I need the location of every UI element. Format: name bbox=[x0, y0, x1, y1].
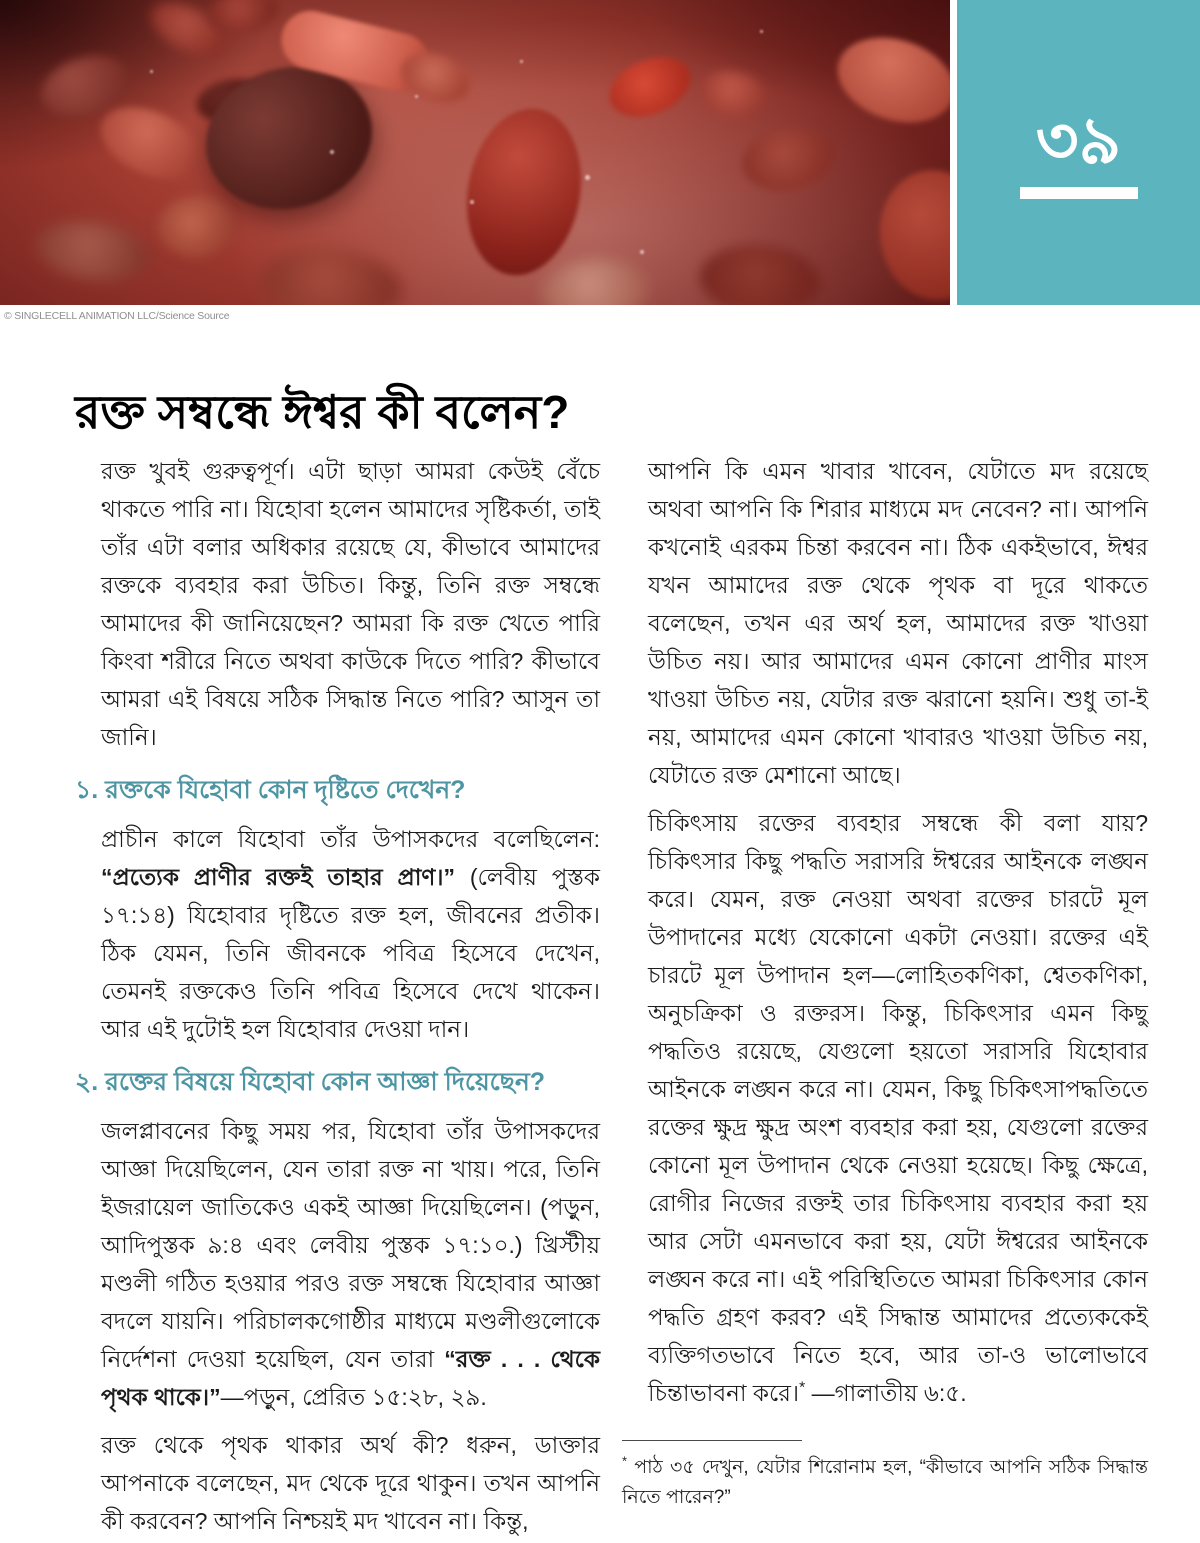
left-column bbox=[75, 452, 600, 1543]
plasma-speck bbox=[585, 175, 590, 180]
scripture-reference: —গালাতীয় ৬:৫. bbox=[811, 1380, 967, 1406]
plasma-speck bbox=[470, 200, 474, 204]
lesson-number-underline bbox=[1020, 187, 1138, 199]
section-heading-2: ২. রক্তের বিষয়ে যিহোবা কোন আজ্ঞা দিয়েছেন? bbox=[75, 1068, 546, 1096]
scripture-reference: —পড়ুন, প্রেরিত ১৫:২৮, ২৯. bbox=[220, 1384, 487, 1410]
plasma-speck bbox=[150, 70, 153, 73]
section1-paragraph bbox=[101, 820, 600, 1048]
paragraph-text: চিকিৎসায় রক্তের ব্যবহার সম্বন্ধে কী বলা যায়? চিকিৎসার কিছু পদ্ধতি সরাসরি ঈশ্বরের আইনকে লঙ্ঘন করে। যেমন, রক্ত নেওয়া অথবা রক্তের চারটে মূল উপাদানের মধ্যে যেকোনো একটা নেওয়া। রক্তের এই চারটে মূল উপাদান হল—লোহিতকণিকা, শ্বেতকণিকা, অনুচক্রিকা ও রক্তরস। কিন্তু, চিকিৎসার এমন কিছু পদ্ধতিও রয়েছে, যেগুলো হয়তো সরাসরি যিহোবার আইনকে লঙ্ঘন করে না। যেমন, কিছু চিকিৎসাপদ্ধতিতে রক্তের ক্ষুদ্র ক্ষুদ্র অংশ ব্যবহার করা হয়, যেগুলো রক্তের কোনো মূল উপাদান থেকে নেওয়া হয়েছে। কিছু ক্ষেত্রে, রোগীর নিজের রক্তই তার চিকিৎসায় ব্যবহার করা হয় আর সেটা এমনভাবে করা হয়, যেটা ঈশ্বরের আইনকে লঙ্ঘন করে না। এই পরিস্থিতিতে আমরা চিকিৎসার কোন পদ্ধতি গ্রহণ করব? এই সিদ্ধান্ত আমাদের প্রত্যেককেই ব্যক্তিগতভাবে নিতে হবে, আর তা-ও ভালোভাবে চিন্তাভাবনা করে। bbox=[648, 810, 1148, 1406]
footnote-separator bbox=[622, 1440, 802, 1441]
paragraph-text: জলপ্লাবনের কিছু সময় পর, যিহোবা তাঁর উপাসকদের আজ্ঞা দিয়েছিলেন, যেন তারা রক্ত না খায়। পরে, তিনি ইজরায়েল জাতিকেও একই আজ্ঞা দিয়েছিলেন। (পড়ুন, আদিপুস্তক ৯:৪ এবং লেবীয় পুস্তক ১৭:১০.) খ্রিস্টীয় মণ্ডলী গঠিত হওয়ার পরও রক্ত সম্বন্ধে যিহোবার আজ্ঞা বদলে যায়নি। পরিচালকগোষ্ঠীর মাধ্যমে মণ্ডলীগুলোকে নির্দেশনা দেওয়া হয়েছিল, যেন তারা bbox=[101, 1118, 600, 1372]
scripture-quote-bold: “রক্ত . . . থেকে পৃথক থাকে।” bbox=[101, 1346, 600, 1410]
scripture-quote-bold: “প্রত্যেক প্রাণীর রক্তই তাহার প্রাণ।” bbox=[101, 864, 456, 890]
image-credit: © SINGLECELL ANIMATION LLC/Science Source bbox=[4, 310, 230, 322]
lesson-number: ৩৯ bbox=[1035, 102, 1122, 177]
footnote-marker: * bbox=[622, 1453, 628, 1469]
article-body bbox=[75, 452, 1148, 1543]
plasma-speck bbox=[640, 250, 644, 254]
lesson-number-box bbox=[957, 0, 1200, 305]
right-column bbox=[622, 452, 1148, 1543]
intro-paragraph: রক্ত খুবই গুরুত্বপূর্ণ। এটা ছাড়া আমরা কেউই বেঁচে থাকতে পারি না। যিহোবা হলেন আমাদের সৃষ্টিকর্তা, তাই তাঁর এটা বলার অধিকার রয়েছে যে, কীভাবে আমাদের রক্তকে ব্যবহার করা উচিত। কিন্তু, তিনি রক্ত সম্বন্ধে আমাদের কী জানিয়েছেন? আমরা কি রক্ত খেতে পারি কিংবা শরীরে নিতে অথবা কাউকে দিতে পারি? কীভাবে আমরা এই বিষয়ে সঠিক সিদ্ধান্ত নিতে পারি? আসুন তা জানি। bbox=[101, 458, 600, 750]
paragraph-text: (লেবীয় পুস্তক ১৭:১৪) যিহোবার দৃষ্টিতে রক্ত হল, জীবনের প্রতীক। ঠিক যেমন, তিনি জীবনকে পবিত্র হিসেবে দেখেন, তেমনই রক্তকেও তিনি পবিত্র হিসেবে দেখে থাকেন। আর এই দুটোই হল যিহোবার দেওয়া দান। bbox=[101, 864, 600, 1042]
plasma-speck bbox=[415, 95, 418, 98]
hero-image-blood-cells bbox=[0, 0, 950, 305]
section2-paragraph-2: রক্ত থেকে পৃথক থাকার অর্থ কী? ধরুন, ডাক্তার আপনাকে বলেছেন, মদ থেকে দূরে থাকুন। তখন আপনি কী করবেন? আপনি নিশ্চয়ই মদ খাবেন না। কিন্তু, bbox=[101, 1432, 600, 1534]
plasma-speck bbox=[520, 60, 523, 63]
paragraph-text: প্রাচীন কালে যিহোবা তাঁর উপাসকদের বলেছিলেন: bbox=[101, 826, 600, 852]
footnote-body: পাঠ ৩৫ দেখুন, যেটার শিরোনাম হল, “কীভাবে আপনি সঠিক সিদ্ধান্ত নিতে পারেন?” bbox=[622, 1457, 1148, 1508]
plasma-speck bbox=[760, 30, 763, 33]
footnote-asterisk: * bbox=[799, 1379, 806, 1397]
continuation-paragraph: আপনি কি এমন খাবার খাবেন, যেটাতে মদ রয়েছে অথবা আপনি কি শিরার মাধ্যমে মদ নেবেন? না। আপনি কখনোই এরকম চিন্তা করবেন না। ঠিক একইভাবে, ঈশ্বর যখন আমাদের রক্ত থেকে পৃথক বা দূরে থাকতে বলেছেন, তখন এর অর্থ হল, আমাদের রক্ত খাওয়া উচিত নয়। আর আমাদের এমন কোনো প্রাণীর মাংস খাওয়া উচিত নয়, যেটার রক্ত ঝরানো হয়নি। শুধু তা-ই নয়, আমাদের এমন কোনো খাবারও খাওয়া উচিত নয়, যেটাতে রক্ত মেশানো আছে। bbox=[648, 458, 1148, 788]
section2-paragraph bbox=[101, 1112, 600, 1416]
section-heading-1: ১. রক্তকে যিহোবা কোন দৃষ্টিতে দেখেন? bbox=[75, 776, 466, 804]
plasma-speck bbox=[330, 150, 334, 154]
medical-use-paragraph bbox=[648, 804, 1148, 1412]
footnote-text bbox=[622, 1453, 1148, 1513]
page-title: রক্ত সম্বন্ধে ঈশ্বর কী বলেন? bbox=[75, 385, 570, 438]
blood-cell bbox=[160, 200, 230, 256]
